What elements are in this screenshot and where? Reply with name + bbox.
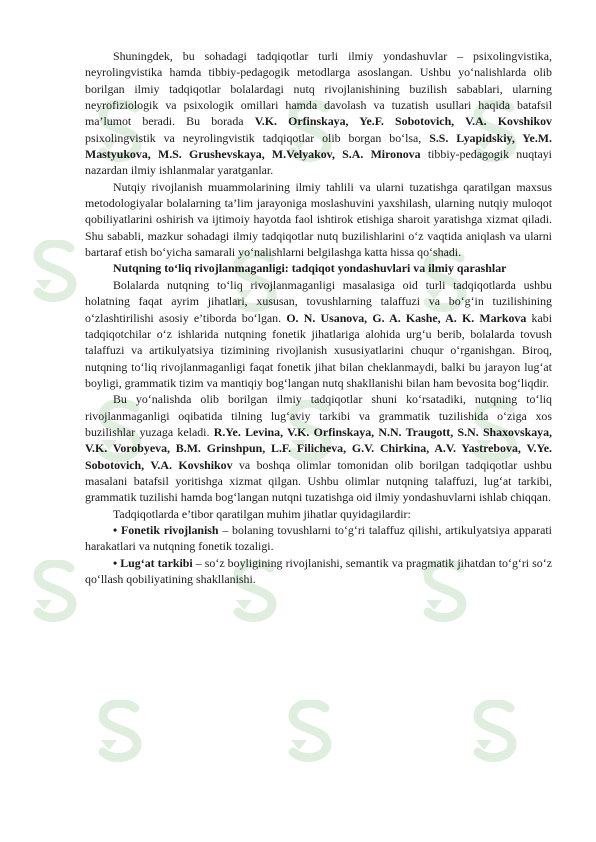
paragraph-psycholinguistics [85,48,552,179]
bullet-icon: • [113,555,118,570]
author-names: S.S. Lyapidskiy, Ye.M. Mastyukova, M.S. Grushevskaya, M.Velyakov, S.A. Mironova [85,130,553,162]
green-s-logo-icon [285,700,335,762]
section-heading: Nutqning to‘liq rivojlanmaganligi: tadqiqot yondashuvlari va ilmiy qarashlar [113,261,507,276]
author-names: O. N. Usanova, G. A. Kashe, A. K. Markova [286,310,527,325]
green-s-logo-icon [95,700,145,762]
text-run: kabi tadqiqotchilar o‘z ishlarida nutqning fonetik jihatlariga alohida urg‘u berib, bolalarda tovush talaffuzi va artikulyatsiya tizimining rivojlanish xususiyatlarini chuqur o‘rganishgan. Biroq, nutqning to‘liq rivojlanmaganligi faqat fonetik jihat bilan cheklanmaydi, balki bu jarayon lug‘at boyligi, grammatik tizim va mantiqiy bog‘langan nutq shakllanishi bilan ham bevosita bog‘liqdir. [85,310,552,390]
paragraph-list-intro: Tadqiqotlarda e’tibor qaratilgan muhim jihatlar quyidagilardir: [113,506,411,521]
list-term: Lug‘at tarkibi [120,555,193,570]
list-text: – bolaning tovushlarni to‘g‘ri talaffuz qilishi, artikulyatsiya apparati harakatlari va nutqning fonetik tozaligi. [85,522,552,554]
green-s-logo-icon [30,560,80,622]
bullet-icon: • [113,522,118,537]
author-names: V.K. Orfinskaya, Ye.F. Sobotovich, V.A. Kovshikov [254,114,552,129]
list-text: – so‘z boyligining rivojlanishi, semantik va pragmatik jihatdan to‘g‘ri so‘z qo‘llash qobiliyatining shakllanishi. [85,555,552,586]
list-term: Fonetik rivojlanish [120,522,219,537]
text-run: tibbiy-pedagogik nuqtayi nazardan ilmiy ishlanmalar yaratganlar. [85,147,552,178]
list-item-phonetic [85,522,552,555]
text-run: va boshqa olimlar tomonidan olib borilgan tadqiqotlar ushbu masalani batafsil yoritishga xizmat qilgan. Ushbu olimlar nutqning talaffuzi, lug‘at tarkibi, grammatik tuzilishi hamda bog‘langan nutqni tuzatishga oid ilmiy yondashuvlarni ishlab chiqqan. [85,457,553,505]
text-run: Bolalarda nutqning to‘liq rivojlanmaganligi masalasiga oid turli tadqiqotlarda ushbu holatning faqat ayrim jihatlari, xususan, tovushlarning talaffuzi va bo‘g‘in tuzilishining o‘zlashtirilishi asosiy e’tiborda bo‘lgan. [85,277,552,325]
paragraph-phonetic-research [85,277,552,391]
document-page [85,48,552,587]
paragraph-lexical-grammar [85,391,552,505]
paragraph-speech-development: Nutqiy rivojlanish muammolarining ilmiy tahlili va ularni tuzatishga qaratilgan maxsus metodologiyalar bolalarning ta’lim jarayoniga moslashuvini yaxshilash, ularning nutqiy muloqot qobiliyatlarini oshirish va ijtimoiy hayotda faol ishtirok etishiga sharoit yaratishga xizmat qiladi. Shu sababli, mazkur sohadagi ilmiy tadqiqotlar nutq buzilishlarini o‘z vaqtida aniqlash va ularni bartaraf etish bo‘yicha samarali yo‘nalishlarni belgilashga katta hissa qo‘shadi. [85,179,552,260]
green-s-logo-icon [470,700,520,762]
text-run: Bu yo‘nalishda olib borilgan ilmiy tadqiqotlar shuni ko‘rsatadiki, nutqning to‘liq rivojlanmaganligi oqibatida tilning lug‘aviy tarkibi va grammatik tuzilishida o‘ziga xos buzilishlar yuzaga keladi. [85,392,552,439]
green-s-logo-icon [30,240,80,302]
author-names: R.Ye. Levina, V.K. Orfinskaya, N.N. Traugott, S.N. Shaxovskaya, V.K. Vorobyeva, B.M. Grinshpun, L.F. Filicheva, G.V. Chirkina, A.V. Yastrebova, V.Ye. Sobotovich, V.A. Kovshikov [85,424,552,472]
list-item-vocabulary [85,555,552,588]
text-run: psixolingvistik va neyrolingvistik tadqiqotlar olib borgan bo‘lsa, [85,130,430,145]
text-run: Shuningdek, bu sohadagi tadqiqotlar turli ilmiy yondashuvlar – psixolingvistika, neyrolingvistika hamda tibbiy-pedagogik metodlarga asoslangan. Ushbu yo‘nalishlarda olib borilgan ilmiy tadqiqotlar bolalardagi nutq rivojlanishining buzilish sabablari, ularning neyrofiziologik va psixologik omillari hamda davolash va tuzatish usullari haqida batafsil ma’lumot beradi. Bu borada [85,49,552,129]
